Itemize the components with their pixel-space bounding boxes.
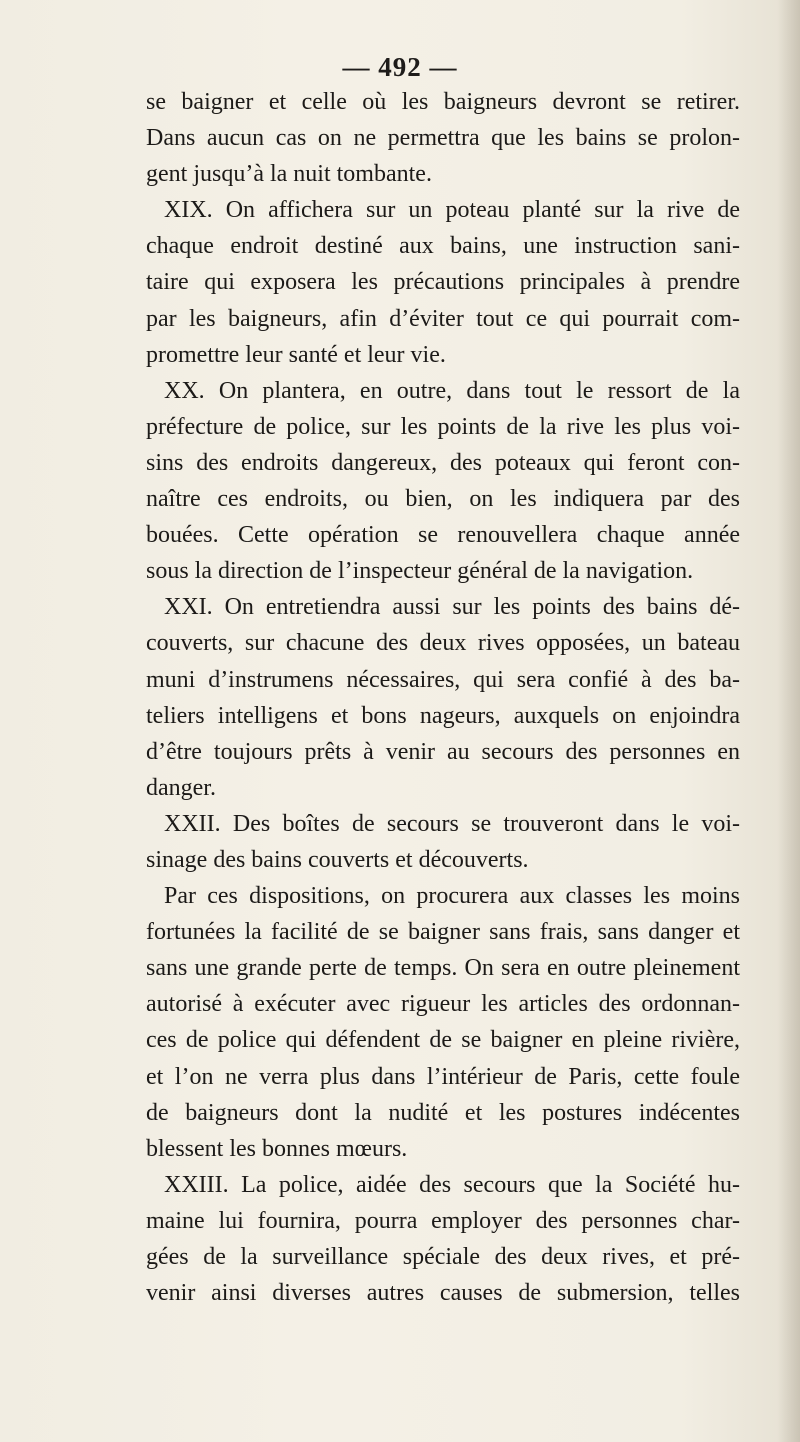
text-line: sins des endroits dangereux, des poteaux qui feront con- (146, 449, 740, 476)
text-line: promettre leur santé et leur vie. (146, 341, 446, 368)
text-line: Par ces dispositions, on procurera aux classes les moins (164, 883, 740, 910)
text-line: maine lui fournira, pourra employer des personnes char- (146, 1207, 740, 1234)
text-line: gées de la surveillance spéciale des deux rives, et pré- (146, 1244, 740, 1270)
text-line: taire qui exposera les précautions principales à prendre (146, 269, 740, 296)
text-line: venir ainsi diverses autres causes de submersion, telles (146, 1280, 740, 1307)
text-line: d’être toujours prêts à venir au secours des personnes en (146, 738, 740, 765)
text-line: XXII. Des boîtes de secours se trouveront dans le voi- (164, 810, 740, 837)
text-line: blessent les bonnes mœurs. (146, 1135, 408, 1162)
text-line: ces de police qui défendent de se baigner en pleine rivière, (146, 1027, 740, 1054)
text-line: préfecture de police, sur les points de la rive les plus voi- (146, 413, 740, 440)
text-line: teliers intelligens et bons nageurs, auxquels on enjoindra (146, 702, 740, 729)
text-line: bouées. Cette opération se renouvellera chaque année (146, 522, 740, 549)
text-line: danger. (146, 774, 216, 801)
text-line: de baigneurs dont la nudité et les postures indécentes (146, 1099, 740, 1126)
text-line: chaque endroit destiné aux bains, une instruction sani- (146, 233, 740, 260)
text-line: gent jusqu’à la nuit tombante. (146, 161, 432, 188)
text-line: sous la direction de l’inspecteur général de la navigation. (146, 558, 694, 585)
text-line: XIX. On affichera sur un poteau planté sur la rive de (164, 197, 740, 224)
text-line: couverts, sur chacune des deux rives opposées, un bateau (146, 630, 740, 657)
text-line: par les baigneurs, afin d’éviter tout ce qui pourrait com- (146, 305, 740, 332)
page-number: — 492 — (342, 52, 458, 82)
text-line: XX. On plantera, en outre, dans tout le ressort de la (164, 377, 740, 404)
text-line: sans une grande perte de temps. On sera en outre pleinement (146, 955, 740, 982)
text-line: naître ces endroits, ou bien, on les indiquera par des (146, 486, 740, 513)
text-line: XXIII. La police, aidée des secours que la Société hu- (164, 1171, 740, 1198)
page-edge-shadow (778, 0, 800, 1442)
text-line: XXI. On entretiendra aussi sur les points des bains dé- (164, 594, 740, 621)
text-line: se baigner et celle où les baigneurs devront se retirer. (146, 89, 740, 115)
text-line: muni d’instrumens nécessaires, qui sera confié à des ba- (146, 666, 740, 693)
body-text (146, 84, 740, 1311)
text-line: et l’on ne verra plus dans l’intérieur de Paris, cette foule (146, 1063, 740, 1090)
text-line: Dans aucun cas on ne permettra que les bains se prolon- (146, 125, 740, 152)
text-line: sinage des bains couverts et découverts. (146, 846, 529, 873)
text-line: fortunées la facilité de se baigner sans frais, sans danger et (146, 919, 740, 946)
text-line: autorisé à exécuter avec rigueur les articles des ordonnan- (146, 991, 740, 1018)
